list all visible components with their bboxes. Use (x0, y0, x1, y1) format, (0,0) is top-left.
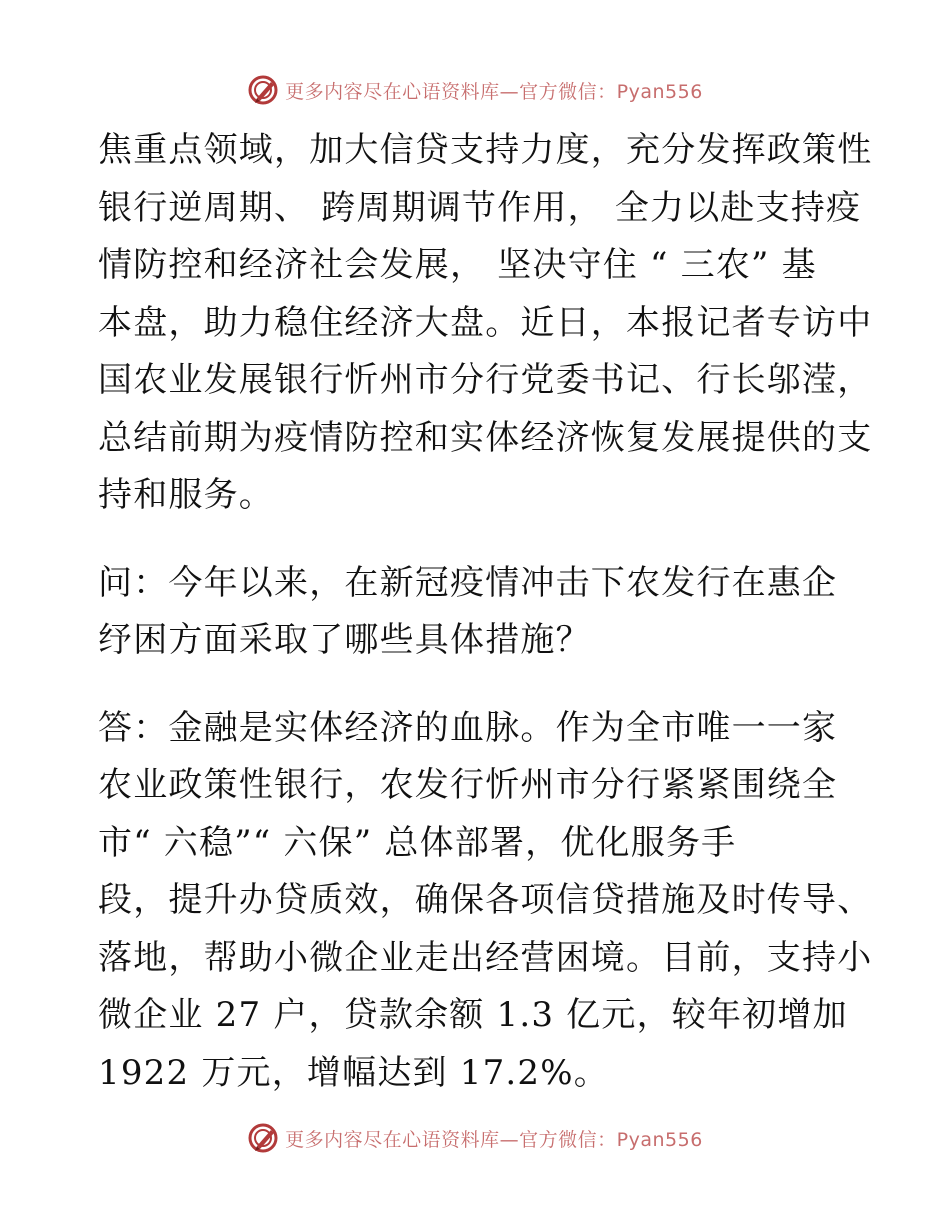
text-line: 1922 万元，增幅达到 17.2%。 (98, 1052, 609, 1093)
document-body (98, 122, 873, 1102)
text-line: 焦重点领域，加大信贷支持力度，充分发挥政策性 (98, 130, 873, 170)
paragraph-question (98, 555, 858, 670)
text-line: 持和服务。 (98, 475, 274, 515)
banner-text: 更多内容尽在心语资料库—官方微信：Pyan556 (285, 80, 703, 103)
text-line: 国农业发展银行忻州市分行党委书记、行长邬滢， (98, 360, 873, 400)
text-line: 本盘，助力稳住经济大盘。近日，本报记者专访中 (98, 302, 873, 343)
text-line: 总结前期为疫情防控和实体经济恢复发展提供的支 (98, 417, 873, 458)
text-line: 微企业 27 户，贷款余额 1.3 亿元，较年初增加 (98, 995, 848, 1035)
text-line: 银行逆周期、 跨周期调节作用， 全力以赴支持疫 (98, 187, 862, 228)
text-line: 市“ 六稳”“ 六保” 总体部署，优化服务手 (98, 822, 737, 863)
text-line: 问：今年以来，在新冠疫情冲击下农发行在惠企 (98, 562, 838, 603)
pen-logo-icon (247, 1122, 279, 1154)
text-line: 农业政策性银行，农发行忻州市分行紧紧围绕全 (98, 765, 838, 805)
banner-text: 更多内容尽在心语资料库—官方微信：Pyan556 (285, 1128, 703, 1151)
header-banner (0, 70, 950, 110)
paragraph-answer (98, 700, 873, 1103)
text-line: 落地，帮助小微企业走出经营困境。目前，支持小 (98, 937, 873, 978)
pen-logo-icon (247, 74, 279, 106)
footer-banner (0, 1118, 950, 1158)
text-line: 段，提升办贷质效，确保各项信贷措施及时传导、 (98, 880, 873, 920)
text-line: 答：金融是实体经济的血脉。作为全市唯一一家 (98, 707, 838, 748)
paragraph-intro (98, 122, 873, 525)
text-line: 情防控和经济社会发展， 坚决守住 “ 三农” 基 (98, 245, 817, 285)
text-line: 纾困方面采取了哪些具体措施？ (98, 620, 591, 660)
